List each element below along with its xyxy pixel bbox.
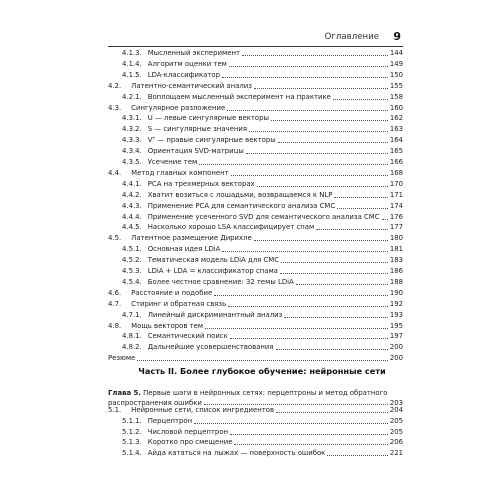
toc-entry-page: 166 [389, 158, 403, 166]
leader-dots [333, 99, 388, 100]
toc-entry-title: Перцептрон [147, 416, 193, 425]
toc-entry-page: 206 [389, 438, 403, 447]
toc-entry-number: 4.4.1. [122, 179, 142, 188]
toc-entry-number: 4.3.3. [122, 136, 142, 145]
toc-entry-title: Применение усеченного SVD для семантического анализа СМС [147, 212, 380, 221]
toc-entry-title: U — левые сингулярные векторы [147, 114, 269, 123]
leader-dots [222, 251, 387, 252]
toc-entry-title: Воплощаем мысленный эксперимент на практике [147, 92, 331, 101]
leader-dots [257, 186, 388, 187]
leader-dots [276, 412, 388, 413]
toc-entry [122, 179, 403, 190]
toc-entry-number: 4.8. [108, 321, 122, 330]
toc-entry [108, 299, 403, 310]
toc-entry-number: 4.4.4. [122, 212, 142, 221]
leader-dots [231, 175, 388, 176]
toc-entry-page: 158 [389, 92, 403, 101]
toc-entry-number: 4.1.4. [122, 59, 142, 68]
toc-entry-page: 183 [389, 256, 403, 265]
toc-entry-title: S — сингулярные значения [147, 125, 247, 134]
toc-entry [108, 353, 403, 364]
toc-entry [122, 266, 403, 277]
toc-entry-title: Числовой перцептрон [147, 427, 228, 436]
toc-entry-page: 171 [389, 190, 403, 199]
page-number: 9 [393, 30, 401, 43]
toc-entry [122, 416, 403, 427]
toc-entry-number: 5.1.2. [122, 427, 142, 436]
toc-entry [122, 59, 403, 70]
toc-entry-number: 4.2.1. [122, 92, 142, 101]
toc-entry-title: Семантический поиск [147, 332, 228, 341]
toc-entry-title: Метод главных компонент [131, 168, 229, 177]
toc-entry-page: 170 [389, 179, 403, 188]
toc-entry-page: 174 [389, 201, 403, 210]
toc-entry [122, 310, 403, 321]
toc-entry-title: Хватит возиться с лошадьми, возвращаемся к NLP [147, 190, 333, 199]
leader-dots [382, 219, 388, 220]
toc-entry-page: 197 [389, 332, 403, 341]
leader-dots [337, 208, 388, 209]
leader-dots [230, 338, 388, 339]
toc-entry-number: 4.3.4. [122, 147, 142, 156]
toc-entry-title: Основная идея LDiA [147, 245, 221, 254]
chapter-label: Глава 5. [108, 389, 141, 397]
toc-entry-title: Айда кататься на лыжах — поверхность ошибок [147, 449, 326, 458]
toc-entry-number: 4.5.4. [122, 277, 142, 286]
toc-entry [122, 277, 403, 288]
leader-dots [276, 349, 388, 350]
toc-entry [122, 222, 403, 233]
toc-entry-page: 155 [389, 81, 403, 90]
toc-entry [122, 244, 403, 255]
toc-entry [108, 168, 403, 179]
leader-dots [254, 240, 388, 241]
toc-entry-number: 4.3. [108, 103, 122, 112]
toc-entry-page: 192 [389, 299, 403, 308]
toc-entry [108, 103, 403, 114]
toc-entry [122, 255, 403, 266]
toc-entry [122, 427, 403, 438]
toc-entry-page: 186 [389, 267, 403, 275]
toc-entry-title: Латентное размещение Дирихле [131, 234, 252, 243]
toc-entry-title: Латентно-семантический анализ [131, 81, 252, 90]
leader-dots [327, 455, 388, 456]
chapter-title-line1: Первые шаги в нейронных сетях: перцептроны и метод обратного [143, 389, 388, 397]
toc-entry [122, 342, 403, 353]
toc-entry-page: 149 [389, 59, 403, 68]
leader-dots [234, 444, 387, 445]
toc-entry-title: Дальнейшие усовершенствования [147, 343, 274, 352]
toc-entry-page: 200 [389, 343, 403, 352]
toc-entry-page: 162 [389, 114, 403, 123]
toc-entry-title: Более честное сравнение: 32 темы LDiA [147, 277, 294, 286]
toc-entry-page: 144 [389, 49, 403, 57]
toc-entry-page: 163 [389, 125, 403, 134]
toc-entry [122, 113, 403, 124]
toc-entry-title: PCA на трехмерных векторах [147, 179, 255, 188]
leader-dots [229, 66, 388, 67]
toc-entry [108, 288, 403, 299]
leader-dots [228, 306, 388, 307]
leader-dots [254, 88, 388, 89]
toc-entry-page: 168 [389, 168, 403, 177]
toc-entry [122, 70, 403, 81]
toc-entry-page: 205 [389, 416, 403, 425]
toc-entry-title: Нейронные сети, список ингредиентов [131, 406, 275, 414]
leader-dots [284, 317, 388, 318]
toc-entry [122, 331, 403, 342]
leader-dots [280, 273, 388, 274]
toc-entry-title: Ориентация SVD-матрицы [147, 147, 244, 156]
toc-entry-page: 188 [389, 277, 403, 286]
toc-entry-page: 200 [389, 354, 403, 363]
toc-entry-number: 4.8.2. [122, 343, 142, 352]
toc-entry [122, 448, 403, 459]
toc-entry-number: 4.1.5. [122, 70, 142, 79]
toc-entry-title: Vᵀ — правые сингулярные векторы [147, 136, 276, 145]
toc-entry-title: Сингулярное разложение [131, 103, 226, 112]
leader-dots [230, 434, 388, 435]
toc-entry-page: 176 [389, 212, 403, 221]
toc-entry-page: 195 [389, 321, 403, 330]
toc-entry-title: Усечение тем [147, 158, 198, 166]
toc-entry-title: LDA-классификатор [147, 70, 221, 79]
toc-entry-page: 205 [389, 427, 403, 436]
leader-dots [316, 229, 388, 230]
toc-entry [122, 48, 403, 59]
toc-entry-page: 165 [389, 147, 403, 156]
toc-entry [122, 135, 403, 146]
toc-entry-title: Резюме [108, 354, 136, 363]
toc-entry-page: 190 [389, 288, 403, 297]
toc-entry [108, 81, 403, 92]
toc-entry-title: Мощь векторов тем [131, 321, 204, 330]
running-header-title: Оглавление [324, 32, 379, 42]
toc-entry [122, 212, 403, 223]
toc-entry-page: 193 [389, 310, 403, 319]
toc-entry-page: 160 [389, 103, 403, 112]
toc-entry [122, 157, 403, 168]
toc-entry-number: 4.3.1. [122, 114, 142, 123]
toc-entry-number: 4.3.5. [122, 158, 142, 166]
toc-entry-number: 5.1. [108, 406, 122, 414]
toc-entry-number: 4.5.2. [122, 256, 142, 265]
toc-entry-title: Алгоритм оценки тем [147, 59, 227, 68]
toc-entry-number: 4.1.3. [122, 49, 142, 57]
toc-entry-page: 164 [389, 136, 403, 145]
part-title: Часть II. Более глубокое обучение: нейронные сети [138, 366, 386, 376]
leader-dots [249, 131, 388, 132]
toc-entry-title: Применение PCA для семантического анализа СМС [147, 201, 336, 210]
leader-dots [205, 328, 388, 329]
toc-entry-number: 4.4.5. [122, 223, 142, 232]
running-header [108, 32, 403, 47]
toc-entry-page: 221 [389, 449, 403, 458]
toc-entry-page: 177 [389, 223, 403, 232]
toc-entry-number: 4.8.1. [122, 332, 142, 341]
toc-entry-title: Тематическая модель LDiA для СМС [147, 256, 280, 265]
toc-entry-number: 4.2. [108, 81, 122, 90]
toc-entry-number: 4.3.2. [122, 125, 142, 134]
toc-entry [122, 201, 403, 212]
leader-dots [246, 153, 388, 154]
chapter-page: 203 [389, 398, 403, 407]
toc-entry-title: Расстояние и подобие [131, 288, 213, 297]
leader-dots [227, 110, 388, 111]
toc-entry [122, 124, 403, 135]
toc-entry-number: 4.7.1. [122, 310, 142, 319]
toc-entry-title: Насколько хорошо LSA классифицирует спам [147, 223, 315, 232]
toc-entry-title: Коротко про смещение [147, 438, 233, 447]
toc-entry [122, 92, 403, 103]
toc-entry-number: 4.4.2. [122, 190, 142, 199]
toc-entry-number: 5.1.4. [122, 449, 142, 458]
leader-dots [334, 197, 387, 198]
toc-entry [108, 321, 403, 332]
leader-dots [281, 262, 388, 263]
toc-entry-title: Линейный дискриминантный анализ [147, 310, 283, 319]
toc-entry-number: 4.4.3. [122, 201, 142, 210]
leader-dots [199, 164, 388, 165]
toc-entry-title: Стиринг и обратная связь [131, 299, 227, 308]
toc-entry-number: 5.1.1. [122, 416, 142, 425]
toc-entry-page: 150 [389, 70, 403, 79]
leader-dots [242, 55, 388, 56]
toc-entry-number: 4.7. [108, 299, 122, 308]
leader-dots [214, 295, 388, 296]
toc-entry [122, 437, 403, 448]
toc-entry-page: 204 [389, 406, 403, 414]
leader-dots [222, 77, 388, 78]
toc-entry-number: 5.1.3. [122, 438, 142, 447]
leader-dots [137, 360, 388, 361]
toc-entry [108, 405, 403, 416]
leader-dots [278, 142, 388, 143]
toc-entry [108, 233, 403, 244]
toc-entry-title: LDiA + LDA = классификатор спама [147, 267, 278, 275]
chapter-title-line2: распространения ошибки [108, 398, 202, 407]
toc-entry-title: Мысленный эксперимент [147, 49, 240, 57]
toc-entry-number: 4.5. [108, 234, 122, 243]
toc-entry-page: 181 [389, 245, 403, 254]
toc-entry [122, 190, 403, 201]
toc-entry-number: 4.4. [108, 168, 122, 177]
toc-entry [122, 146, 403, 157]
toc-entry-number: 4.6. [108, 288, 122, 297]
toc-entry-number: 4.5.1. [122, 245, 142, 254]
toc-entry-number: 4.5.3. [122, 267, 142, 275]
leader-dots [296, 284, 388, 285]
toc-entry-page: 180 [389, 234, 403, 243]
leader-dots [271, 120, 388, 121]
leader-dots [194, 423, 388, 424]
